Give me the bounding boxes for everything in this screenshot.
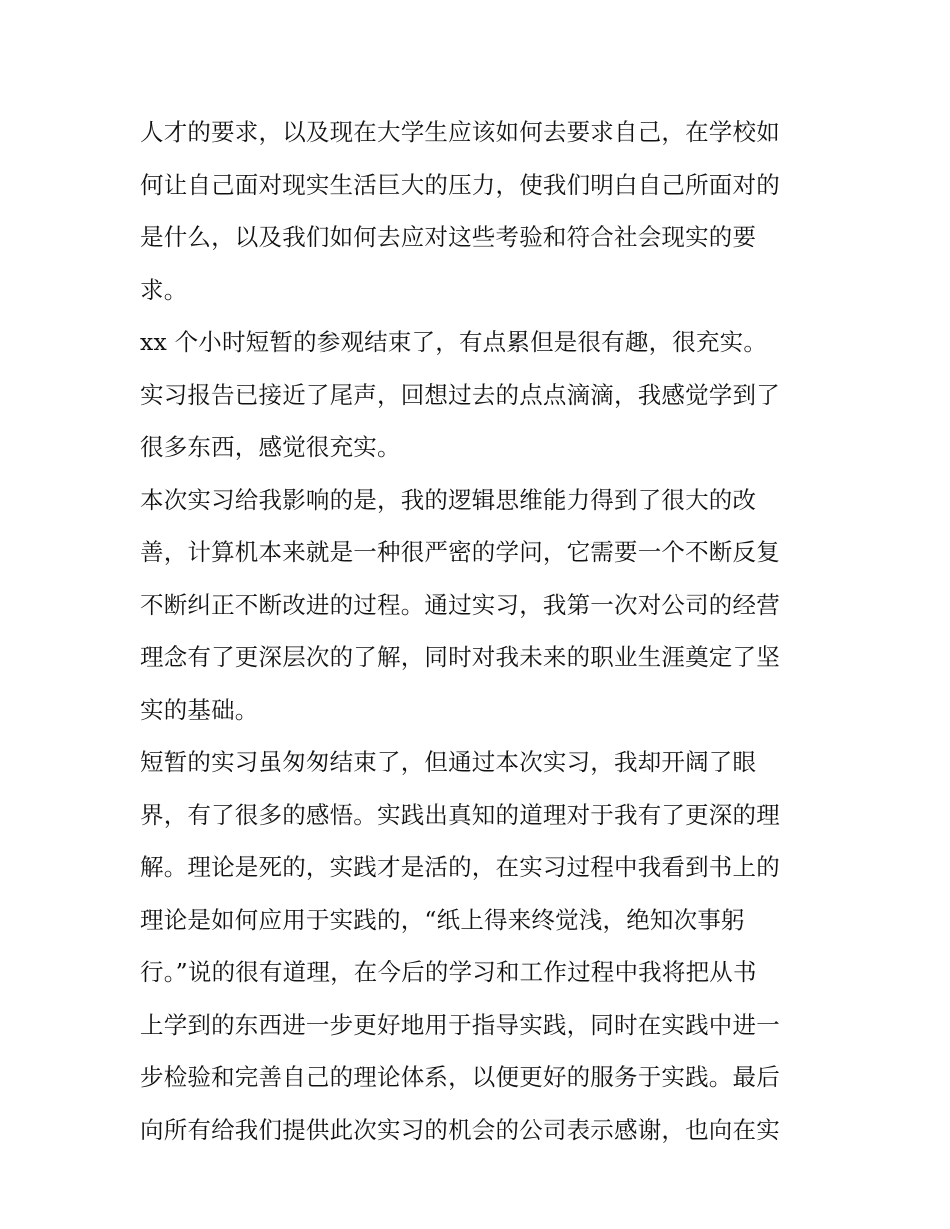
text-line: 何让自己面对现实生活巨大的压力，使我们明白自己所面对的: [140, 170, 780, 199]
text-line: 人才的要求，以及现在大学生应该如何去要求自己，在学校如: [140, 118, 780, 146]
text-line: 短暂的实习虽匆匆结束了，但通过本次实习，我却开阔了眼: [140, 748, 757, 776]
text-line: 实习报告已接近了尾声，回想过去的点点滴滴，我感觉学到了: [140, 380, 780, 409]
text-line: 步检验和完善自己的理论体系，以便更好的服务于实践。最后: [140, 1063, 780, 1091]
text-line: xx 个小时短暂的参观结束了，有点累但是很有趣，很充实。: [140, 328, 768, 356]
text-line: 理念有了更深层次的了解，同时对我未来的职业生涯奠定了坚: [140, 643, 780, 671]
text-line: 界，有了很多的感悟。实践出真知的道理对于我有了更深的理: [140, 800, 780, 829]
document-body: [140, 106, 820, 1156]
text-line: 行。”说的很有道理，在今后的学习和工作过程中我将把从书: [140, 958, 757, 986]
text-line: 求。: [140, 275, 188, 304]
text-line: 向所有给我们提供此次实习的机会的公司表示感谢，也向在实: [140, 1115, 780, 1144]
text-line: 解。理论是死的，实践才是活的，在实习过程中我看到书上的: [140, 853, 780, 881]
text-line: 实的基础。: [140, 695, 259, 724]
text-line: 理论是如何应用于实践的，“纸上得来终觉浅，绝知次事躬: [140, 905, 745, 934]
text-line: 不断纠正不断改进的过程。通过实习，我第一次对公司的经营: [140, 590, 780, 619]
text-line: 很多东西，感觉很充实。: [140, 433, 401, 461]
text-line: 本次实习给我影响的是，我的逻辑思维能力得到了很大的改: [140, 485, 757, 514]
text-line: 是什么，以及我们如何去应对这些考验和符合社会现实的要: [140, 223, 757, 251]
text-line: 善，计算机本来就是一种很严密的学问，它需要一个不断反复: [140, 538, 780, 566]
text-line: 上学到的东西进一步更好地用于指导实践，同时在实践中进一: [140, 1010, 780, 1039]
